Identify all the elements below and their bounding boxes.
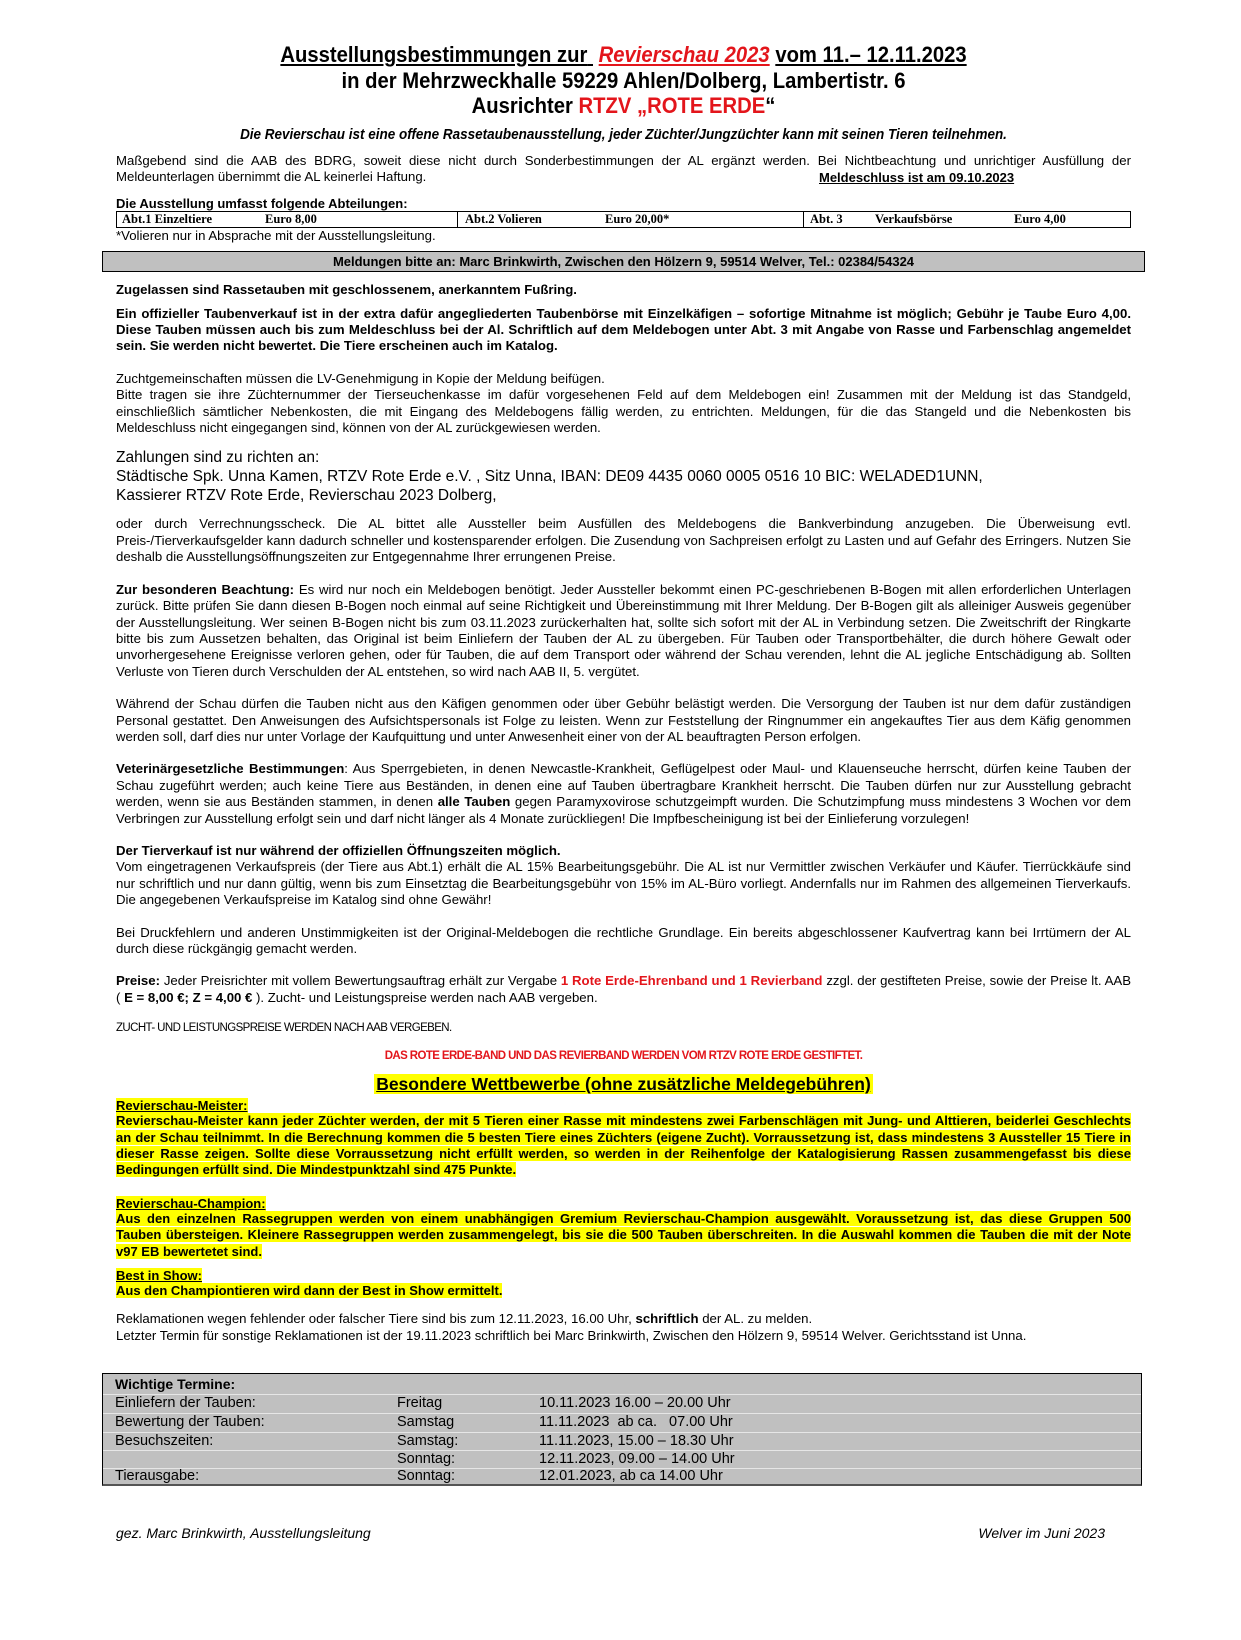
- date-label: Einliefern der Tauben:: [115, 1395, 256, 1411]
- champion-title-text: Revierschau-Champion:: [116, 1195, 266, 1211]
- prizes-ribbons: 1 Rote Erde-Ehrenband und 1 Revierband: [560, 973, 823, 989]
- check-payment: oder durch Verrechnungsscheck. Die AL bittet alle Aussteller beim Ausfüllen des Meldebogens die Bankverbindung anzugeben. Die Überweisung evtl. Preis-/Tierverkaufsgelder kann dadurch schneller und kostensparender erfolgen. Die Zusendung von Sachpreisen erfolgt zu Lasten und auf Gefahr des Erringers. Nutzen Sie deshalb die Ausstellungsöffnungszeiten zur Entgegennahme Ihrer errungenen Preise.: [116, 516, 1131, 565]
- payment-bank: Städtische Spk. Unna Kamen, RTZV Rote Erde e.V. , Sitz Unna, IBAN: DE09 4435 0060 0005 0516 10 BIC: WELADED1UNN,: [116, 468, 983, 486]
- department-price: Euro 8,00: [265, 211, 317, 226]
- place-date: Welver im Juni 2023: [978, 1525, 1105, 1541]
- meister-text-body: Revierschau-Meister kann jeder Züchter werden, der mit 5 Tieren einer Rasse mit mindestens zwei Farbenschlägen mit Jung- und Alttieren, beiderlei Geschlechts an der Schau teilnimmt. In die Berechnung kommen die 5 besten Tiere eines Züchters (eigene Zucht). Vorraussetzung ist, dass mindestens 3 Aussteller 15 Tiere in dieser Rasse zeigen. Sollte diese Vorraussetzung nicht erfüllt werden, so werden in der Reihenfolge der Katalogisierung Rassen zusammengefasst bis diese Bedingungen erfüllt sind. Die Mindestpunktzahl sind 475 Punkte.: [116, 1113, 1131, 1178]
- meister-text: [116, 1113, 1131, 1179]
- complaints-text: Reklamationen wegen fehlender oder falscher Tiere sind bis zum 12.11.2023, 16.00 Uhr,: [116, 1311, 636, 1327]
- champion-text: [116, 1211, 1131, 1260]
- veterinary-bold: alle Tauben: [437, 794, 511, 810]
- animal-disease-fund: Bitte tragen sie ihre Züchternummer der Tierseuchenkasse im dafür vorgesehenen Feld auf dem Meldebogen ein! Zusammen mit der Meldung ist das Standgeld, einschließlich sämtlicher Nebenkosten, die mit Eingang des Meldebogens fällig werden, zu entrichten. Meldungen, für die das Stangeld und die Nebenkosten bis Meldeschluss nicht eingegangen sind, können von der AL zurückgewiesen werden.: [116, 387, 1131, 436]
- department-1: [117, 212, 458, 227]
- title-line-1: [157, 42, 1091, 68]
- caps-note: ZUCHT- UND LEISTUNGSPREISE WERDEN NACH AAB VERGEBEN.: [116, 1022, 452, 1035]
- sales-rule: Ein offizieller Taubenverkauf ist in der extra dafür angegliederten Taubenbörse mit Einzelkäfigen – sofortige Mitnahme ist möglich; Gebühr je Taube Euro 4,00. Diese Tauben müssen auch bis zum Meldeschluss bei der Al. Schriftlich auf dem Meldebogen unter Abt. 3 mit Angabe von Rasse und Farbenschlag angemeldet sein. Sie werden nicht bewertet. Die Tiere erscheinen auch im Katalog.: [116, 305, 1131, 354]
- title-line-3: [157, 93, 1091, 118]
- organizer-name: RTZV „ROTE ERDE: [578, 93, 766, 118]
- date-day: Samstag: [397, 1414, 455, 1430]
- document: [116, 42, 1131, 1344]
- special-notice: [116, 582, 1131, 680]
- date-label: Tierausgabe:: [115, 1468, 200, 1484]
- date-day: Freitag: [397, 1395, 443, 1411]
- title-line-2: in der Mehrzweckhalle 59229 Ahlen/Dolberg, Lambertistr. 6: [341, 68, 906, 93]
- closing-quote: “: [765, 93, 776, 118]
- competitions-title-text: Besondere Wettbewerbe (ohne zusätzliche Meldegebühren): [376, 1074, 871, 1095]
- registration-contact: Meldungen bitte an: Marc Brinkwirth, Zwischen den Hölzern 9, 59514 Welver, Tel.: 02384/54324: [102, 251, 1145, 272]
- date-time: 11.11.2023 ab ca. 07.00 Uhr: [539, 1414, 733, 1430]
- important-dates-box: [102, 1373, 1142, 1486]
- complaints-bold: schriftlich: [635, 1311, 699, 1327]
- date-row: [115, 1395, 1125, 1412]
- veterinary-label: Veterinärgesetzliche Bestimmungen: [116, 761, 345, 777]
- deadline: Meldeschluss ist am 09.10.2023: [819, 169, 1015, 185]
- signature: gez. Marc Brinkwirth, Ausstellungsleitung: [116, 1525, 371, 1541]
- title-event: Revierschau 2023: [598, 42, 770, 67]
- department-name: Abt.2 Volieren: [465, 211, 542, 226]
- date-day: Sonntag:: [397, 1451, 456, 1467]
- red-note: DAS ROTE ERDE-BAND UND DAS REVIERBAND WERDEN VOM RTZV ROTE ERDE GESTIFTET.: [384, 1050, 863, 1063]
- admission-rule: Zugelassen sind Rassetauben mit geschlossenem, anerkanntem Fußring.: [116, 282, 577, 298]
- printing-errors: Bei Druckfehlern und anderen Unstimmigkeiten ist der Original-Meldebogen die rechtliche Grundlage. Ein bereits abgeschlossener Kaufvertrag kann bei Irrtümern der AL durch diese rückgängig gemacht werden.: [116, 924, 1131, 956]
- date-time: 10.11.2023 16.00 – 20.00 Uhr: [539, 1395, 731, 1411]
- department-name: Abt. 3: [810, 211, 843, 226]
- departments-footnote: *Volieren nur in Absprache mit der Ausstellungsleitung.: [116, 227, 436, 243]
- departments-title: Die Ausstellung umfasst folgende Abteilungen:: [116, 195, 408, 211]
- department-name: Abt.1 Einzeltiere: [122, 211, 213, 226]
- date-row: [115, 1468, 1125, 1485]
- sales-hours-title: Der Tierverkauf ist nur während der offiziellen Öffnungszeiten möglich.: [116, 842, 561, 858]
- date-row: [115, 1451, 1125, 1468]
- organizer-label: Ausrichter: [471, 93, 573, 118]
- date-label: Besuchszeiten:: [115, 1433, 214, 1449]
- prizes-label: Preise:: [116, 973, 160, 989]
- title-prefix: Ausstellungsbestimmungen zur: [280, 42, 588, 67]
- payment-title: Zahlungen sind zu richten an:: [116, 449, 320, 467]
- departments-table: [116, 211, 1131, 228]
- prizes-text-2: zzgl. der gestifteten Preise, sowie der Preise lt. AAB (: [116, 973, 1131, 1005]
- special-notice-label: Zur besonderen Beachtung:: [116, 581, 295, 597]
- prizes-text: Jeder Preisrichter mit vollem Bewertungsauftrag erhält zur Vergabe: [160, 973, 561, 989]
- meister-title-text: Revierschau-Meister:: [116, 1098, 248, 1114]
- payment-treasurer: Kassierer RTZV Rote Erde, Revierschau 2023 Dolberg,: [116, 487, 497, 505]
- date-time: 12.11.2023, 09.00 – 14.00 Uhr: [539, 1451, 735, 1467]
- complaints-deadline: Letzter Termin für sonstige Reklamationen ist der 19.11.2023 schriftlich bei Marc Brinkwirth, Zwischen den Hölzern 9, 59514 Welver. Gerichtsstand ist Unna.: [116, 1327, 1027, 1343]
- sales-fee-text: Vom eingetragenen Verkaufspreis (der Tiere aus Abt.1) erhält die AL 15% Bearbeitungsgebühr. Die AL ist nur Vermittler zwischen Verkäufer und Käufer. Tierrückkäufe sind nur schriftlich und nur dann gültig, wenn bis zum Einsetztag die Bearbeitungsgebühr von 15% im AL-Büro vorliegt. Andernfalls nur im Rahmen des allgemeinen Tierverkaufs. Die angegebenen Verkaufspreise im Katalog sind ohne Gewähr!: [116, 859, 1131, 908]
- title-dates: vom 11.– 12.11.2023: [775, 42, 967, 67]
- date-row: [115, 1433, 1125, 1450]
- department-price: Euro 4,00: [1014, 211, 1066, 226]
- department-price: Euro 20,00*: [605, 211, 670, 226]
- prizes-values: E = 8,00 €; Z = 4,00 €: [124, 989, 253, 1005]
- show-rules: Während der Schau dürfen die Tauben nicht aus den Käfigen genommen oder über Gebühr belästigt werden. Die Versorgung der Tauben ist nur dem dafür zuständigen Personal gestattet. Den Anweisungen des Aufsichtspersonals ist Folge zu leisten. Wenn zur Feststellung der Ringnummer ein angekauftes Tier aus dem Käfig genommen werden soll, darf dies nur unter Vorlage der Kaufquittung und unter Anwesenheit einer von der AL beauftragten Person erfolgen.: [116, 696, 1131, 744]
- prizes: [116, 973, 1131, 1006]
- meister-title: [116, 1098, 1131, 1113]
- champion-text-body: Aus den einzelnen Rassegruppen werden von einem unabhängigen Gremium Revierschau-Champion ausgewählt. Voraussetzung ist, das diese Gruppen 500 Tauben übersteigen. Kleinere Rassegruppen werden zusammengelegt, bis sie die 500 Tauben überschreiten. In die Auswahl kommen die Tauben die mit der Note v97 EB bewertetet sind.: [116, 1210, 1131, 1259]
- department-3: [804, 212, 1130, 227]
- date-day: Sonntag:: [397, 1468, 456, 1484]
- important-dates-title: Wichtige Termine:: [115, 1376, 236, 1392]
- prizes-text-3: ). Zucht- und Leistungspreise werden nach AAB vergeben.: [252, 989, 598, 1005]
- breeding-communities: Zuchtgemeinschaften müssen die LV-Genehmigung in Kopie der Meldung beifügen.: [116, 370, 605, 386]
- veterinary-rules: [116, 761, 1131, 827]
- best-in-show-text-body: Aus den Championtieren wird dann der Best in Show ermittelt.: [116, 1283, 503, 1299]
- best-in-show-title: [116, 1268, 1131, 1283]
- veterinary-text: : Aus Sperrgebieten, in denen Newcastle-Krankheit, Geflügelpest oder Maul- und Klauenseuche herrscht, dürfen keine Tauben der Schau zugeführt werden; auch keine Tiere aus Beständen, in denen eine auf Tauben übertragbare Krankheit herrscht. Die Tauben dürfen nur zur Ausstellung gebracht werden, wenn sie aus Beständen stammen, in denen: [116, 761, 1131, 810]
- date-time: 12.01.2023, ab ca 14.00 Uhr: [539, 1468, 723, 1484]
- complaints-text-2: der AL. zu melden.: [698, 1311, 813, 1327]
- special-notice-text: Es wird nur noch ein Meldebogen benötigt. Jeder Aussteller bekommt einen PC-geschriebenen B-Bogen mit allen erforderlichen Unterlagen zurück. Bitte prüfen Sie dann diesen B-Bogen noch einmal auf seine Richtigkeit und Übereinstimmung mit Ihrer Meldung. Der B-Bogen gilt als alleiniger Ausweis gegenüber der Ausstellungsleitung. Wer seinen B-Bogen nicht bis zum 03.11.2023 zurückerhalten hat, sollte sich sofort mit der AL in Verbindung setzen. Die Zweitschrift der Ringkarte bitte bis zum Aussetzen behalten, das Original ist beim Einliefern der Tauben der AL zu übergeben. Für Tauben oder Transportbehälter, die durch höhere Gewalt oder unvorhergesehene Ereignisse verloren gehen, oder für Tauben, die auf dem Transport oder während der Schau verenden, lehnt die AL jegliche Entschädigung ab. Sollten Verluste von Tieren durch Verschulden der AL entstehen, so wird nach AAB II, 5. vergütet.: [116, 581, 1131, 679]
- competitions-title: [116, 1074, 1131, 1095]
- department-label: Verkaufsbörse: [875, 211, 953, 226]
- intro-text: Die Revierschau ist eine offene Rassetaubenausstellung, jeder Züchter/Jungzüchter kann mit seinen Tieren teilnehmen.: [240, 127, 1007, 143]
- best-in-show-text: [116, 1283, 1131, 1299]
- date-day: Samstag:: [397, 1433, 459, 1449]
- veterinary-text-2: gegen Paramyxovirose schutzgeimpft wurden. Die Schutzimpfung muss mindestens 3 Wochen vor dem Verbringen zur Ausstellung erfolgt sein und darf nicht länger als 4 Monate zurückliegen! Die Impfbescheinigung ist bei der Einlieferung vorzulegen!: [116, 794, 1131, 826]
- general-text: Maßgebend sind die AAB des BDRG, soweit diese nicht durch Sonderbestimmungen der AL ergänzt werden. Bei Nichtbeachtung und unrichtiger Ausfüllung der Meldeunterlagen übernimmt die AL keinerlei Haftung.: [116, 153, 1131, 185]
- date-label: Bewertung der Tauben:: [115, 1414, 265, 1430]
- department-2: [458, 212, 804, 227]
- date-row: [115, 1414, 1125, 1431]
- complaints: [116, 1311, 1131, 1327]
- champion-title: [116, 1196, 1131, 1211]
- date-time: 11.11.2023, 15.00 – 18.30 Uhr: [539, 1433, 734, 1449]
- best-in-show-title-text: Best in Show:: [116, 1268, 202, 1284]
